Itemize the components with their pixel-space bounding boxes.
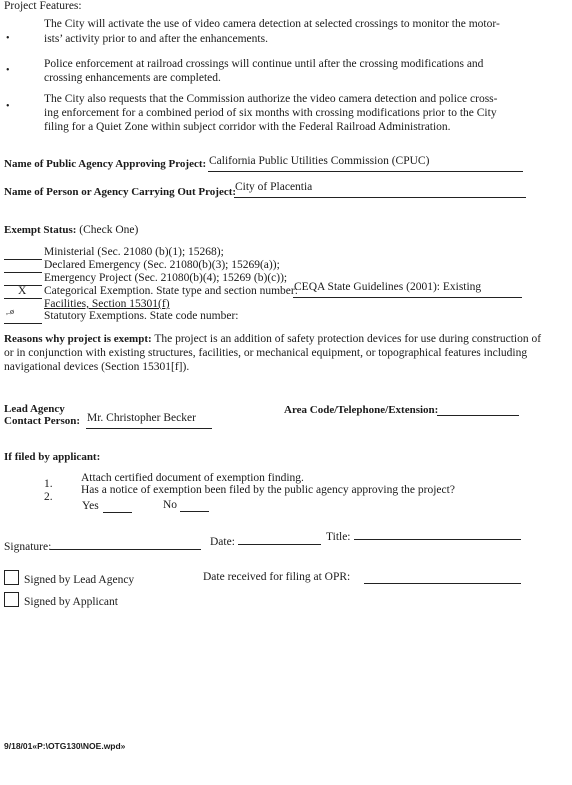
exempt-check-line[interactable] [4,272,42,273]
reasons-line-2: or in conjunction with existing structures, facilities, or mechanical equipment, or topographical features including [4,347,528,359]
title-line[interactable] [354,539,521,540]
exempt-status-heading [4,224,138,236]
applicant-item-text: Has a notice of exemption been filed by the public agency approving the project? [81,484,455,496]
date-received-line[interactable] [364,583,521,584]
title-label: Title: [326,531,351,543]
exempt-status-note: (Check One) [79,224,139,236]
exempt-check-line[interactable] [4,298,42,299]
exempt-check-line[interactable] [4,323,42,324]
exempt-option-text: Declared Emergency (Sec. 21080(b)(3); 15269(a)); [44,259,280,271]
applicant-item-num: 1. [44,478,53,490]
reasons-label: Reasons why project is exempt: [4,333,152,345]
approving-agency-label: Name of Public Agency Approving Project: [4,158,207,170]
bullet-icon: • [6,65,10,76]
feature-text-line: Police enforcement at railroad crossings will continue until after the crossing modifications and [44,58,484,70]
exempt-check-mark: ,.ø [6,307,14,316]
exempt-option-text: Ministerial (Sec. 21080 (b)(1); 15268); [44,246,224,258]
no-line[interactable] [180,511,209,512]
project-features-heading: Project Features: [4,0,82,12]
reasons-line-1 [4,333,541,345]
footer-file-path: 9/18/01«P:\OTG130\NOE.wpd» [4,741,126,751]
feature-text-line: crossing enhancements are completed. [44,72,221,84]
date-line[interactable] [238,544,321,545]
categorical-value: CEQA State Guidelines (2001): Existing [294,281,482,293]
signed-by-applicant-checkbox[interactable] [4,592,19,607]
feature-text-line: The City will activate the use of video camera detection at selected crossings to monitor the motor- [44,18,500,30]
exempt-option-text: Categorical Exemption. State type and section number: [44,285,298,297]
carrying-agency-value: City of Placentia [235,181,313,193]
exempt-option-text: Emergency Project (Sec. 21080(b)(4); 15269 (b)(c)); [44,272,288,284]
contact-person-label: Contact Person: [4,415,81,427]
approving-agency-value: California Public Utilities Commission (CPUC) [209,155,430,167]
signature-label: Signature: [4,541,52,553]
yes-label: Yes [82,500,99,512]
reasons-line-3: navigational devices (Section 15301[f]). [4,361,190,373]
applicant-heading: If filed by applicant: [4,451,101,463]
phone-line[interactable] [437,415,519,416]
approving-agency-line[interactable] [208,171,523,172]
feature-text-line: ing enforcement for a combined period of six months with crossing modifications prior to the City [44,107,497,119]
signature-line[interactable] [50,549,201,550]
feature-text-line: The City also requests that the Commission authorize the video camera detection and police cross- [44,93,498,105]
bullet-icon: • [6,33,10,44]
phone-label: Area Code/Telephone/Extension: [284,404,439,416]
contact-person-line[interactable] [86,428,212,429]
date-received-label: Date received for filing at OPR: [203,571,351,583]
exempt-check-line[interactable] [4,259,42,260]
applicant-item-num: 2. [44,491,53,503]
no-label: No [163,499,178,511]
yes-line[interactable] [103,512,132,513]
lead-agency-label: Lead Agency [4,403,65,415]
feature-text-line: filing for a Quiet Zone within subject corridor with the Federal Railroad Administration. [44,121,451,133]
applicant-item-text: Attach certified document of exemption finding. [81,472,304,484]
bullet-icon: • [6,101,10,112]
categorical-value-line[interactable] [293,297,522,298]
contact-person-value: Mr. Christopher Becker [87,412,196,424]
exempt-check-mark: X [18,285,27,297]
exempt-status-label: Exempt Status: [4,224,77,236]
reasons-text: The project is an addition of safety protection devices for use during construction of [154,333,542,345]
date-label: Date: [210,536,235,548]
signed-by-applicant-label: Signed by Applicant [24,596,118,608]
feature-text-line: ists’ activity prior to and after the enhancements. [44,33,268,45]
exempt-option-text: Statutory Exemptions. State code number: [44,310,239,322]
signed-by-lead-label: Signed by Lead Agency [24,574,135,586]
categorical-value-cont: Facilities, Section 15301(f) [44,298,170,310]
carrying-agency-label: Name of Person or Agency Carrying Out Project: [4,186,237,198]
signed-by-lead-checkbox[interactable] [4,570,19,585]
carrying-agency-line[interactable] [234,197,526,198]
